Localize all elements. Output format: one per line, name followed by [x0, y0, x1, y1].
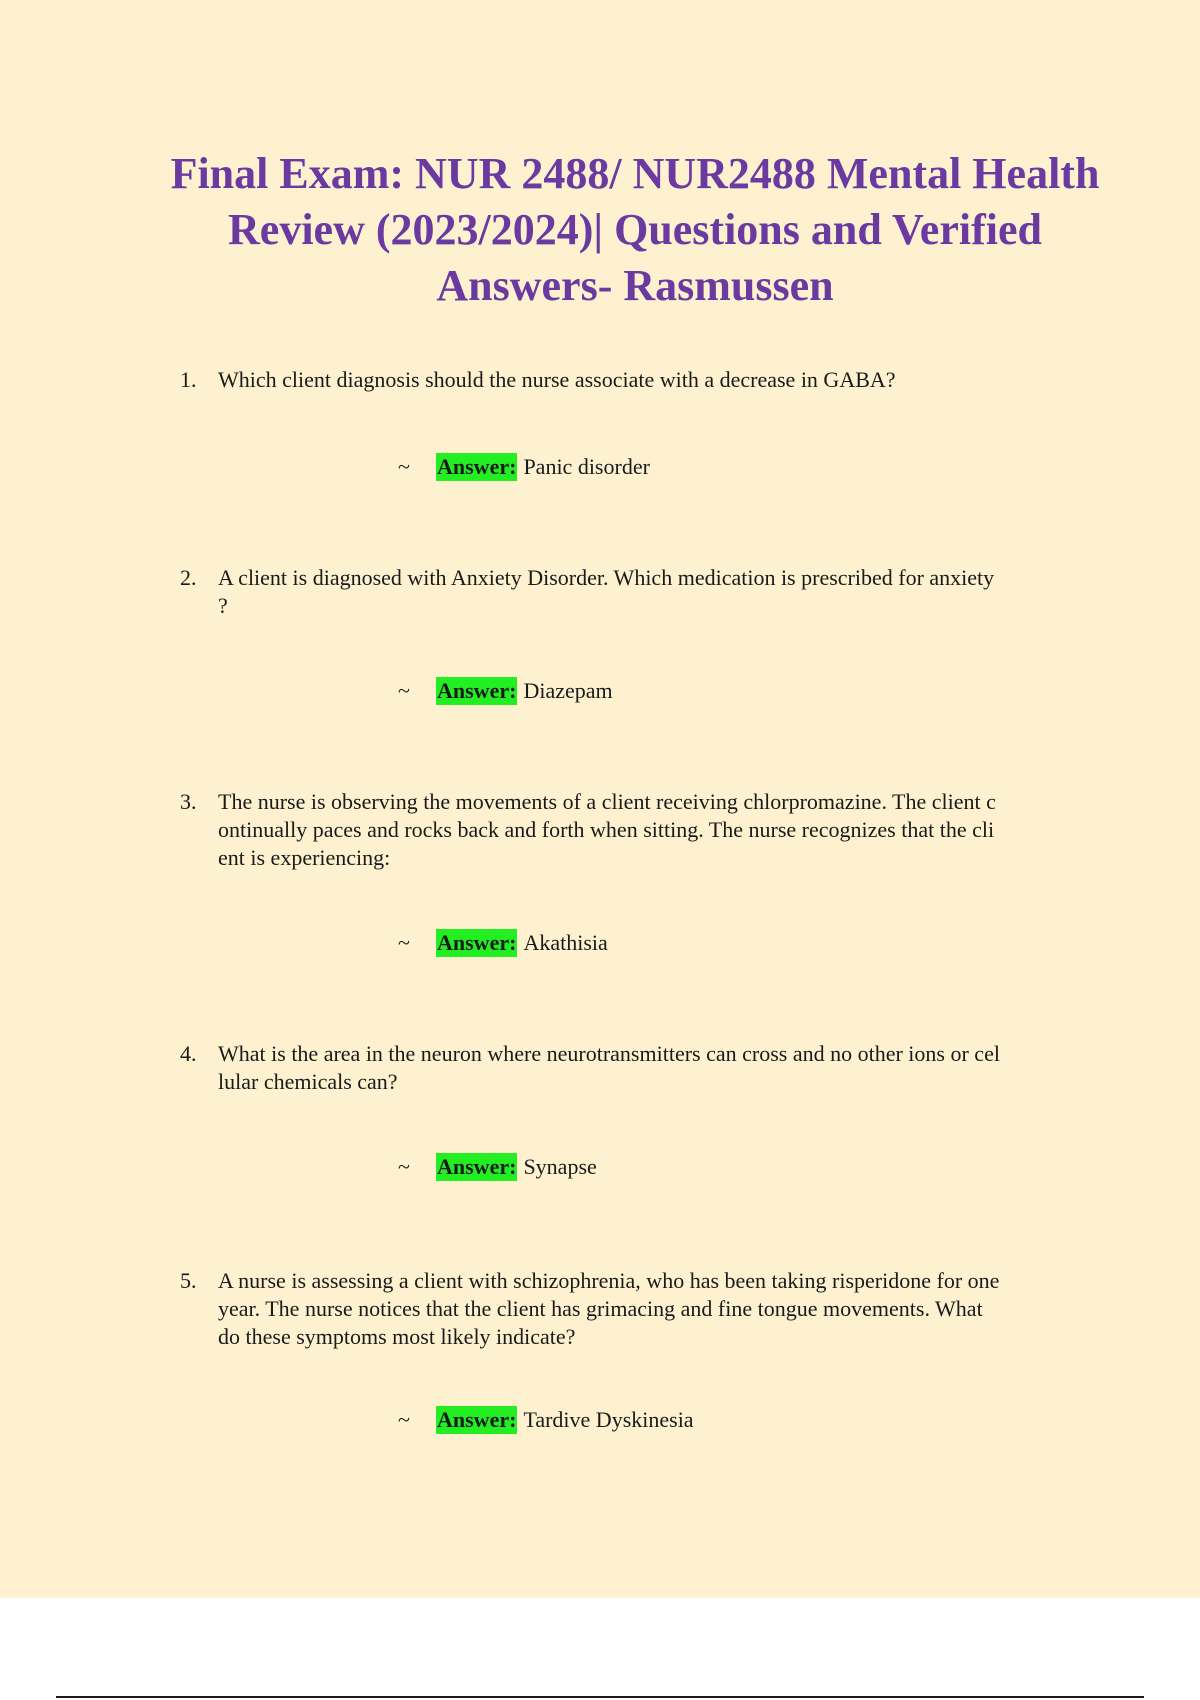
question-text: What is the area in the neuron where neurotransmitters can cross and no other ions or cel lular chemicals can? [218, 1041, 1000, 1094]
question-text: A client is diagnosed with Anxiety Disorder. Which medication is prescribed for anxiety ? [218, 565, 995, 618]
answer-bullet: ~ [398, 454, 410, 479]
question-number: 3. [180, 789, 197, 814]
answer-text: Diazepam [523, 678, 613, 703]
answer-label: Answer: [437, 454, 517, 479]
document-title: Final Exam: NUR 2488/ NUR2488 Mental Health Review (2023/2024)| Questions and Verified Answers- Rasmussen [170, 149, 1100, 310]
answer-item-5 [398, 1406, 694, 1434]
answer-item-1 [398, 453, 650, 481]
answer-label: Answer: [437, 1154, 517, 1179]
answer-text: Akathisia [523, 930, 608, 955]
answer-bullet: ~ [398, 678, 410, 703]
answer-item-2 [398, 677, 613, 705]
question-number: 5. [180, 1268, 197, 1293]
question-number: 1. [180, 367, 197, 392]
question-item-1 [180, 366, 1092, 394]
answer-label: Answer: [437, 1407, 517, 1432]
answer-bullet: ~ [398, 1407, 410, 1432]
answer-label: Answer: [437, 678, 517, 703]
question-number: 4. [180, 1041, 197, 1066]
answer-item-3 [398, 929, 608, 957]
question-text: A nurse is assessing a client with schizophrenia, who has been taking risperidone for one year. The nurse notices that the client has grimacing and fine tongue movements. What do these symptoms most likely indicate? [218, 1268, 1000, 1349]
answer-text: Tardive Dyskinesia [523, 1407, 694, 1432]
answer-label: Answer: [437, 930, 517, 955]
question-item-5 [180, 1267, 1092, 1351]
answer-text: Panic disorder [523, 454, 650, 479]
question-text: The nurse is observing the movements of a client receiving chlorpromazine. The client c ontinually paces and rocks back and forth when sitting. The nurse recognizes that the cli ent is experiencing: [218, 789, 996, 870]
question-item-2 [180, 564, 1092, 620]
answer-bullet: ~ [398, 1154, 410, 1179]
answer-text: Synapse [523, 1154, 597, 1179]
answer-bullet: ~ [398, 930, 410, 955]
footer-divider [56, 1696, 1144, 1698]
question-item-4 [180, 1040, 1092, 1096]
question-number: 2. [180, 565, 197, 590]
question-text: Which client diagnosis should the nurse associate with a decrease in GABA? [218, 367, 896, 392]
answer-item-4 [398, 1153, 597, 1181]
question-item-3 [180, 788, 1092, 872]
